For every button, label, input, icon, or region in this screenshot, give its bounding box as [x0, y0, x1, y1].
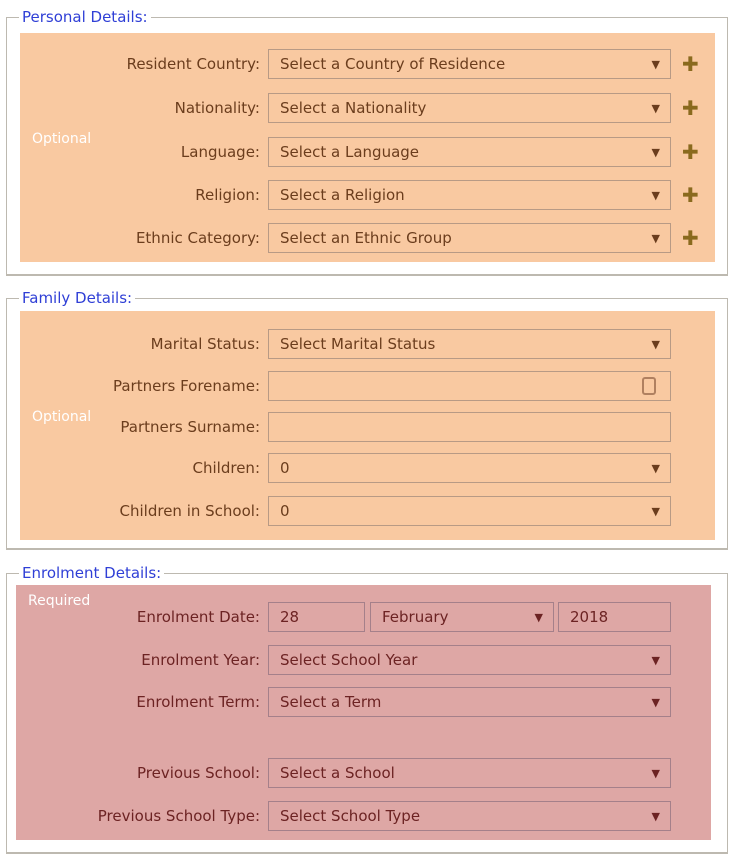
- enrolment-details-legend: Enrolment Details:: [19, 564, 164, 582]
- chevron-down-icon: ▼: [651, 767, 660, 780]
- children-value: 0: [280, 459, 290, 477]
- partners-surname-label: Partners Surname:: [120, 418, 260, 436]
- ethnic-category-label: Ethnic Category:: [135, 229, 260, 247]
- language-select[interactable]: [268, 137, 671, 167]
- family-details-legend: Family Details:: [19, 289, 135, 307]
- month-value: February: [382, 608, 449, 626]
- language-label: Language:: [180, 143, 260, 161]
- resident-country-value: Select a Country of Residence: [280, 55, 506, 73]
- children-in-school-label: Children in School:: [119, 502, 260, 520]
- resident-country-label: Resident Country:: [126, 55, 260, 73]
- personal-details-legend: Personal Details:: [19, 8, 151, 26]
- chevron-down-icon: ▼: [651, 654, 660, 667]
- previous-school-value: Select a School: [280, 764, 395, 782]
- chevron-down-icon: ▼: [651, 810, 660, 823]
- enrolment-year-value: Select School Year: [280, 651, 418, 669]
- previous-school-type-label: Previous School Type:: [97, 807, 260, 825]
- contact-card-icon[interactable]: [642, 377, 656, 395]
- children-select[interactable]: [268, 453, 671, 483]
- chevron-down-icon: ▼: [651, 338, 660, 351]
- chevron-down-icon: ▼: [651, 696, 660, 709]
- chevron-down-icon: ▼: [651, 189, 660, 202]
- add-ethnic-category-button[interactable]: ✚: [682, 226, 699, 250]
- chevron-down-icon: ▼: [651, 505, 660, 518]
- add-resident-country-button[interactable]: ✚: [682, 52, 699, 76]
- children-in-school-value: 0: [280, 502, 290, 520]
- chevron-down-icon: ▼: [651, 462, 660, 475]
- religion-value: Select a Religion: [280, 186, 405, 204]
- add-religion-button[interactable]: ✚: [682, 183, 699, 207]
- enrolment-term-select[interactable]: [268, 687, 671, 717]
- marital-status-value: Select Marital Status: [280, 335, 436, 353]
- nationality-value: Select a Nationality: [280, 99, 427, 117]
- chevron-down-icon: ▼: [534, 611, 543, 624]
- enrolment-month-select[interactable]: [370, 602, 554, 632]
- optional-tag: Optional: [32, 409, 92, 425]
- chevron-down-icon: ▼: [651, 232, 660, 245]
- previous-school-type-select[interactable]: [268, 801, 671, 831]
- enrolment-date-label: Enrolment Date:: [136, 608, 260, 626]
- chevron-down-icon: ▼: [651, 102, 660, 115]
- add-nationality-button[interactable]: ✚: [682, 96, 699, 120]
- enrolment-year-input[interactable]: 2018: [558, 602, 671, 632]
- partners-forename-label: Partners Forename:: [112, 377, 260, 395]
- previous-school-type-value: Select School Type: [280, 807, 421, 825]
- previous-school-select[interactable]: [268, 758, 671, 788]
- previous-school-label: Previous School:: [136, 764, 260, 782]
- religion-select[interactable]: [268, 180, 671, 210]
- required-tag: Required: [28, 593, 91, 609]
- marital-status-select[interactable]: [268, 329, 671, 359]
- chevron-down-icon: ▼: [651, 58, 660, 71]
- add-language-button[interactable]: ✚: [682, 140, 699, 164]
- ethnic-category-select[interactable]: [268, 223, 671, 253]
- marital-status-label: Marital Status:: [150, 335, 260, 353]
- enrolment-term-value: Select a Term: [280, 693, 382, 711]
- religion-label: Religion:: [195, 186, 260, 204]
- resident-country-select[interactable]: [268, 49, 671, 79]
- children-in-school-select[interactable]: [268, 496, 671, 526]
- chevron-down-icon: ▼: [651, 146, 660, 159]
- children-label: Children:: [192, 459, 260, 477]
- enrolment-term-label: Enrolment Term:: [136, 693, 260, 711]
- language-value: Select a Language: [280, 143, 420, 161]
- enrolment-day-input[interactable]: 28: [268, 602, 365, 632]
- enrolment-year-select[interactable]: [268, 645, 671, 675]
- nationality-label: Nationality:: [174, 99, 260, 117]
- enrolment-year-label: Enrolment Year:: [141, 651, 260, 669]
- ethnic-category-value: Select an Ethnic Group: [280, 229, 452, 247]
- partners-forename-input[interactable]: [268, 371, 671, 401]
- partners-surname-input[interactable]: [268, 412, 671, 442]
- nationality-select[interactable]: [268, 93, 671, 123]
- optional-tag: Optional: [32, 131, 92, 147]
